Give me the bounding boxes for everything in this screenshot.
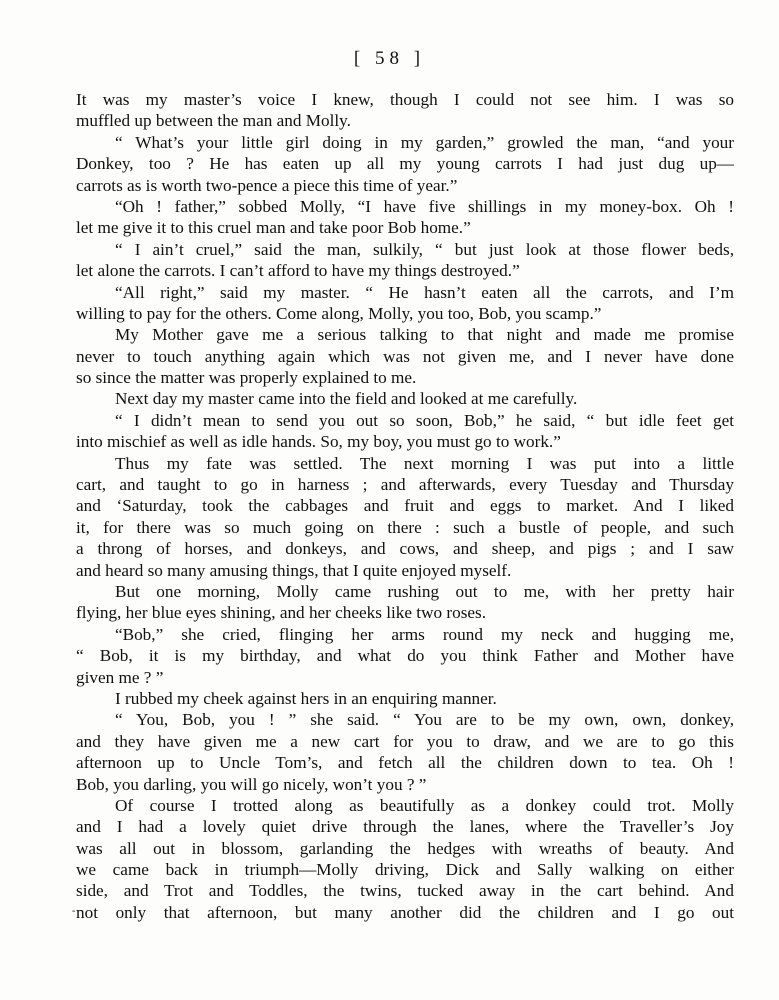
text-line: so since the matter was properly explained to me. [76,368,417,388]
text-line: and ‘Saturday, took the cabbages and fruit and eggs to market. And I liked [76,496,734,516]
text-line: “ I ain’t cruel,” said the man, sulkily, “ but just look at those flower beds, [115,239,734,259]
text-line: and heard so many amusing things, that I quite enjoyed myself. [76,560,512,580]
text-line: “Bob,” she cried, flinging her arms round my neck and hugging me, [115,624,734,644]
text-line: “ I didn’t mean to send you out so soon, Bob,” he said, “ but idle feet get [115,410,734,430]
text-line: muffled up between the man and Molly. [76,111,351,131]
body-text [76,89,734,923]
text-line: let me give it to this cruel man and take poor Bob home.” [76,218,471,238]
text-line: But one morning, Molly came rushing out to me, with her pretty hair [115,581,734,601]
text-line: My Mother gave me a serious talking to that night and made me promise [115,325,734,345]
text-line: “Oh ! father,” sobbed Molly, “I have five shillings in my money-box. Oh ! [115,196,734,216]
text-line: not only that afternoon, but many another did the children and I go out [76,902,734,922]
text-line: carrots as is worth two-pence a piece this time of year.” [76,175,458,195]
text-line: a throng of horses, and donkeys, and cows, and sheep, and pigs ; and I saw [76,539,734,559]
text-line: I rubbed my cheek against hers in an enquiring manner. [115,688,497,708]
text-line: “ What’s your little girl doing in my garden,” growled the man, “and your [115,132,734,152]
text-line: afternoon up to Uncle Tom’s, and fetch all the children down to tea. Oh ! [76,753,734,773]
text-line: Of course I trotted along as beautifully as a donkey could trot. Molly [115,795,734,815]
text-line: willing to pay for the others. Come along, Molly, you too, Bob, you scamp.” [76,303,602,323]
text-line: never to touch anything again which was not given me, and I never have done [76,346,734,366]
text-line: and they have given me a new cart for you to draw, and we are to go this [76,731,734,751]
text-line: “All right,” said my master. “ He hasn’t eaten all the carrots, and I’m [115,282,734,302]
text-line: cart, and taught to go in harness ; and afterwards, every Tuesday and Thursday [76,475,734,495]
text-line: Thus my fate was settled. The next morning I was put into a little [115,453,734,473]
text-line: Bob, you darling, you will go nicely, won’t you ? ” [76,774,427,794]
text-line: Donkey, too ? He has eaten up all my young carrots I had just dug up— [76,154,734,174]
text-line: flying, her blue eyes shining, and her cheeks like two roses. [76,603,487,623]
text-line: given me ? ” [76,667,164,687]
text-line: was all out in blossom, garlanding the hedges with wreaths of beauty. And [76,838,734,858]
text-line: let alone the carrots. I can’t afford to have my things destroyed.” [76,261,520,281]
print-mark: - [72,906,76,917]
text-line: Next day my master came into the field and looked at me carefully. [115,389,578,409]
text-line: and I had a lovely quiet drive through the lanes, where the Traveller’s Joy [76,817,734,837]
text-line: “ You, Bob, you ! ” she said. “ You are to be my own, own, donkey, [115,710,734,730]
text-line: we came back in triumph—Molly driving, Dick and Sally walking on either [76,860,734,880]
text-line: It was my master’s voice I knew, though I could not see him. I was so [76,90,734,109]
text-line: side, and Trot and Toddles, the twins, tucked away in the cart behind. And [76,881,734,901]
text-line: it, for there was so much going on there : such a bustle of people, and such [76,517,734,537]
page-number: [ 58 ] [353,48,426,69]
text-line: “ Bob, it is my birthday, and what do you think Father and Mother have [76,646,734,666]
text-line: into mischief as well as idle hands. So, my boy, you must go to work.” [76,432,561,452]
